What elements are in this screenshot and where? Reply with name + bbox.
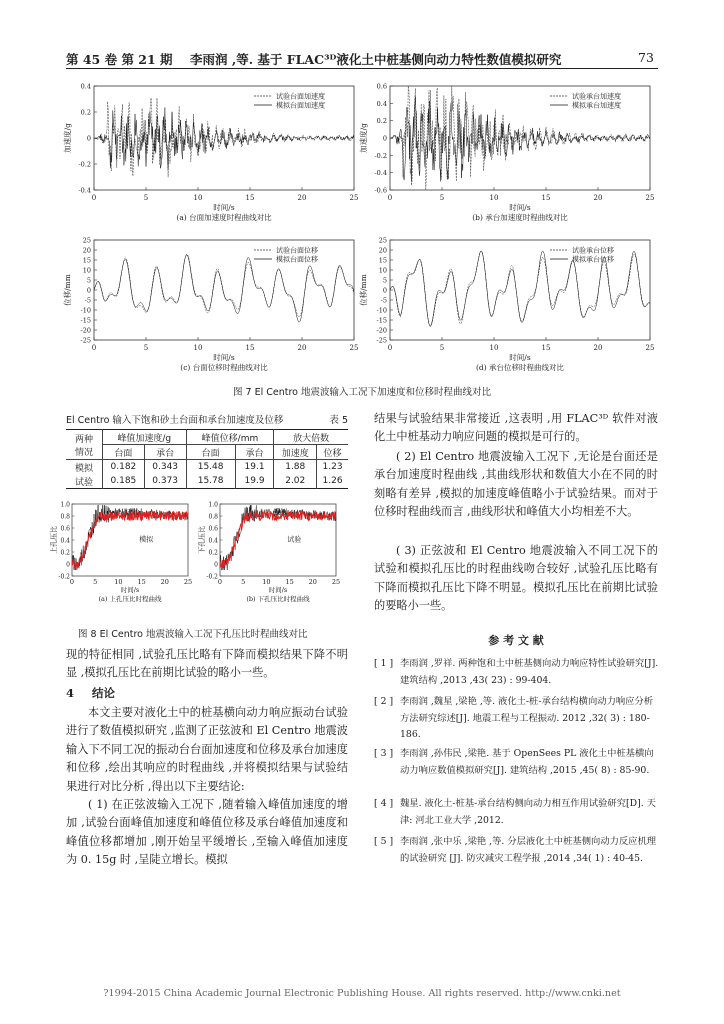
t5-h-amp: 放大倍数 — [274, 430, 348, 445]
series-label: 模拟 — [273, 508, 288, 516]
y-tick-label: 0.6 — [376, 82, 387, 91]
legend-label-simulation: 模拟承台加速度 — [572, 101, 621, 110]
series-label: 试验 — [287, 535, 302, 544]
fig7-panel-c — [62, 237, 358, 373]
t5-h-peak-acc: 峰值加速度/g — [103, 430, 187, 445]
series-simulation-line — [94, 255, 354, 322]
table-row — [66, 474, 348, 489]
panel-sublabel: (a) 台面加速度时程曲线对比 — [176, 213, 272, 222]
y-axis-label: 位移/mm — [63, 274, 72, 306]
reference-text: 魏星. 液化土-桩基-承台结构侧向动力相互作用试验研究[D]. 天津: 河北工业大学 ,2012. — [400, 798, 656, 826]
x-tick-label: 15 — [245, 194, 255, 202]
reference-number: [ 1 ] — [374, 658, 394, 669]
t5-h-col0b: 情况 — [74, 447, 93, 458]
y-tick-label: 0.2 — [208, 549, 218, 557]
x-tick-label: 25 — [183, 578, 193, 586]
reference-number: [ 3 ] — [374, 748, 394, 759]
right-para-1: 结果与试验结果非常接近 ,这表明 ,用 FLAC³ᴰ 软件对液化土中桩基动力响应问题的模拟是可行的。 — [374, 412, 658, 444]
x-tick-label: 20 — [297, 194, 307, 202]
y-tick-label: 0.4 — [208, 537, 218, 545]
series-experiment-line — [94, 254, 354, 317]
figure-8 — [50, 496, 350, 616]
x-tick-label: 10 — [489, 194, 499, 202]
panel-sublabel: (b) 承台加速度时程曲线对比 — [472, 213, 568, 222]
y-tick-label: -10 — [376, 306, 387, 315]
y-tick-label: 15 — [378, 256, 387, 265]
x-tick-label: 15 — [541, 194, 551, 202]
y-tick-label: 0.2 — [376, 117, 387, 126]
x-tick-label: 15 — [541, 344, 551, 352]
header-rule — [66, 68, 658, 69]
y-tick-label: -15 — [376, 316, 387, 325]
panel-sublabel: (d) 承台位移时程曲线对比 — [475, 363, 565, 372]
fig7-panel-b — [358, 83, 654, 223]
y-tick-label: -25 — [376, 336, 387, 345]
y-tick-label: 10 — [378, 266, 387, 275]
t5-h-amp-disp: 位移 — [323, 448, 342, 459]
legend-label-experiment: 试验台面加速度 — [276, 92, 325, 101]
x-tick-label: 0 — [69, 578, 75, 586]
y-tick-label: 0.4 — [376, 99, 387, 108]
y-axis-label: 加速度/g — [359, 123, 368, 153]
y-axis-label: 加速度/g — [63, 123, 72, 153]
y-tick-label: -0.2 — [58, 573, 70, 581]
y-tick-label: 1.0 — [208, 501, 218, 509]
y-axis-label: 上孔压比 — [50, 526, 58, 554]
x-tick-label: 5 — [143, 344, 149, 352]
table-row — [66, 460, 348, 475]
x-tick-label: 20 — [593, 344, 603, 352]
t5-cell: 15.48 — [186, 460, 235, 475]
reference-text: 李雨润 ,孙伟民 ,梁艳. 基于 OpenSees PL 液化土中桩基横向动力响应数值模拟研究[J]. 建筑结构 ,2015 ,45( 8) : 85-90. — [400, 748, 654, 776]
y-tick-label: -0.6 — [374, 186, 387, 195]
y-tick-label: -0.2 — [78, 160, 91, 169]
page-number: 73 — [638, 50, 654, 65]
y-axis-label: 位移/mm — [359, 274, 368, 306]
left-para-2: 本文主要对液化土中的桩基横向动力响应振动台试验进行了数值模拟研究 ,监测了正弦波和 El Centro 地震波输入下不同工况的振动台台面加速度和位移及承台加速度和位移 ,绘出其响应的时程曲线 ,并将模拟结果与试验结果进行对比分析 ,得出以下主要结论: — [66, 706, 348, 793]
x-tick-label: 5 — [439, 194, 445, 202]
panel-sublabel: (a) 上孔压比时程曲线 — [98, 595, 162, 603]
t5-cell: 19.9 — [235, 474, 274, 489]
x-tick-label: 0 — [217, 578, 223, 586]
t5-h-disp-table: 台面 — [186, 445, 235, 460]
y-tick-label: 0 — [382, 286, 387, 295]
x-tick-label: 20 — [160, 578, 169, 586]
t5-cell: 2.02 — [274, 474, 317, 489]
section-4-heading — [66, 685, 115, 701]
legend-label-simulation: 模拟承台位移 — [572, 255, 614, 264]
t5-cell: 15.78 — [186, 474, 235, 489]
fig7-panel-a — [62, 83, 358, 223]
t5-h-col0a: 两种 — [74, 434, 93, 445]
x-tick-label: 20 — [593, 194, 603, 202]
left-para-1: 现的特征相同 ,试验孔压比略有下降而模拟结果下降不明显 ,模拟孔压比在前期比试验的略小一些。 — [66, 648, 348, 680]
x-tick-label: 10 — [262, 578, 271, 586]
y-tick-label: 0 — [214, 561, 218, 569]
y-tick-label: 0.8 — [208, 513, 218, 521]
t5-cell: 0.373 — [144, 474, 186, 489]
panel-sublabel: (c) 台面位移时程曲线对比 — [180, 363, 268, 372]
fig8-panel-a — [49, 501, 192, 603]
x-tick-label: 0 — [91, 194, 97, 202]
legend-label-simulation: 模拟台面加速度 — [276, 101, 325, 110]
t5-cell: 1.23 — [322, 462, 343, 472]
y-tick-label: -0.2 — [206, 573, 218, 581]
t5-cell: 模拟 — [66, 460, 103, 475]
x-tick-label: 5 — [439, 344, 445, 352]
figure-7 — [60, 80, 670, 400]
x-tick-label: 25 — [331, 578, 341, 586]
x-tick-label: 0 — [91, 344, 97, 352]
t5-cell: 19.1 — [235, 460, 274, 475]
x-axis-label: 时间/s — [213, 203, 235, 212]
x-tick-label: 15 — [137, 578, 146, 586]
figure-7-caption: 图 7 El Centro 地震波输入工况下加速度和位移时程曲线对比 — [233, 387, 491, 398]
y-tick-label: 1.0 — [60, 501, 70, 509]
x-axis-label: 时间/s — [120, 586, 140, 594]
y-tick-label: 0 — [86, 134, 91, 143]
y-tick-label: -25 — [80, 336, 91, 345]
y-tick-label: 0.6 — [208, 525, 218, 533]
y-tick-label: 0.6 — [60, 525, 70, 533]
y-tick-label: 10 — [82, 266, 91, 275]
table-5-caption — [66, 412, 348, 426]
y-tick-label: 0.4 — [60, 537, 70, 545]
table-5-label: 表 5 — [329, 415, 348, 426]
t5-cell: 0.182 — [103, 460, 145, 475]
y-tick-label: -20 — [376, 326, 387, 335]
running-title: 李雨润 ,等. 基于 FLAC³ᴰ液化土中桩基侧向动力特性数值模拟研究 — [190, 52, 562, 67]
section-number: 4 — [66, 686, 75, 700]
y-tick-label: -5 — [380, 296, 387, 305]
x-tick-label: 15 — [245, 344, 255, 352]
t5-h-disp-cap: 承台 — [235, 445, 274, 460]
y-tick-label: 0.2 — [80, 108, 91, 117]
table-5-title: El Centro 输入下饱和砂土台面和承台加速度及位移 — [66, 415, 284, 426]
x-tick-label: 10 — [114, 578, 123, 586]
right-para-3: ( 3) 正弦波和 El Centro 地震波输入不同工况下的试验和模拟孔压比的时程曲线吻合较好 ,试验孔压比略有下降而模拟孔压比下降不明显。模拟孔压比在前期比试验的要略小一些。 — [374, 544, 658, 613]
x-tick-label: 0 — [387, 194, 393, 202]
reference-number: [ 5 ] — [374, 836, 394, 847]
series-simulation-line — [72, 511, 188, 569]
figure-8-caption: 图 8 El Centro 地震波输入工况下孔压比时程曲线对比 — [78, 629, 308, 640]
x-axis-label: 时间/s — [509, 203, 531, 212]
y-tick-label: -10 — [80, 306, 91, 315]
x-tick-label: 10 — [193, 194, 203, 202]
t5-h-peak-disp: 峰值位移/mm — [186, 430, 274, 445]
panel-sublabel: (b) 下孔压比时程曲线 — [246, 595, 310, 603]
x-tick-label: 0 — [387, 344, 393, 352]
x-tick-label: 25 — [349, 194, 359, 202]
legend-label-experiment: 试验承台加速度 — [572, 92, 621, 101]
reference-number: [ 2 ] — [374, 696, 394, 707]
series-label: 试验 — [125, 508, 140, 516]
fig7-panel-d — [358, 237, 654, 373]
t5-cell: 试验 — [66, 474, 103, 489]
y-tick-label: -5 — [84, 296, 91, 305]
x-tick-label: 5 — [93, 578, 98, 586]
t5-cell: 0.343 — [144, 460, 186, 475]
fig8-panel-b — [197, 501, 340, 603]
table-5 — [66, 429, 348, 489]
x-tick-label: 5 — [241, 578, 246, 586]
y-tick-label: -0.2 — [374, 151, 387, 160]
x-tick-label: 20 — [308, 578, 317, 586]
t5-h-amp-acc: 加速度 — [274, 445, 317, 460]
y-tick-label: -0.4 — [78, 186, 91, 195]
y-tick-label: 25 — [378, 236, 387, 245]
y-tick-label: 0 — [66, 561, 70, 569]
y-tick-label: 0.8 — [60, 513, 70, 521]
right-para-2: ( 2) El Centro 地震波输入工况下 ,无论是台面还是承台加速度时程曲线 ,其曲线形状和数值大小在不同的时刻略有差异 ,模拟的加速度峰值略小于试验结果。而对于位移时程曲线而言 ,曲线形状和峰值大小均相差不大。 — [374, 450, 658, 519]
y-axis-label: 下孔压比 — [198, 526, 206, 554]
y-tick-label: 20 — [378, 246, 387, 255]
x-tick-label: 25 — [349, 344, 359, 352]
x-tick-label: 5 — [143, 194, 149, 202]
legend-label-experiment: 试验台面位移 — [276, 246, 318, 255]
y-tick-label: -20 — [80, 326, 91, 335]
legend-label-simulation: 模拟台面位移 — [276, 255, 318, 264]
legend-label-experiment: 试验承台位移 — [572, 246, 614, 255]
t5-h-acc-cap: 承台 — [144, 445, 186, 460]
x-tick-label: 25 — [645, 194, 655, 202]
journal-volume: 第 45 卷 第 21 期 — [66, 52, 173, 67]
x-tick-label: 10 — [489, 344, 499, 352]
copyright-footer: ?1994-2015 China Academic Journal Electronic Publishing House. All rights reserved. http://www.cnki.net — [103, 988, 621, 999]
y-tick-label: 5 — [382, 276, 387, 285]
y-tick-label: 0.4 — [80, 82, 91, 91]
y-tick-label: 0.2 — [60, 549, 70, 557]
y-tick-label: -0.4 — [374, 169, 387, 178]
reference-text: 李雨润 ,罗祥. 两种饱和土中桩基侧向动力响应特性试验研究[J]. 建筑结构 ,2013 ,43( 23) : 99-404. — [400, 658, 659, 686]
y-tick-label: 25 — [82, 236, 91, 245]
x-tick-label: 15 — [285, 578, 294, 586]
reference-number: [ 4 ] — [374, 798, 394, 809]
y-tick-label: 5 — [86, 276, 91, 285]
x-axis-label: 时间/s — [213, 353, 235, 362]
left-para-3: ( 1) 在正弦波输入工况下 ,随着输入峰值加速度的增加 ,试验台面峰值加速度和峰值位移及承台峰值加速度和峰值位移都增加 ,刚开始呈平缓增长 ,至输入峰值加速度为 0. 15g 时 ,呈陡立增长。模拟 — [66, 798, 348, 867]
reference-text: 李雨润 ,魏星 ,梁艳 ,等. 液化土-桩-承台结构横向动力响应分析方法研究综述[J]. 地震工程与工程振动. 2012 ,32( 3) : 180-186. — [400, 696, 654, 741]
y-tick-label: 0 — [86, 286, 91, 295]
y-tick-label: 20 — [82, 246, 91, 255]
x-tick-label: 10 — [193, 344, 203, 352]
x-tick-label: 20 — [297, 344, 307, 352]
x-axis-label: 时间/s — [268, 586, 288, 594]
reference-text: 李雨润 ,张中乐 ,梁艳 ,等. 分层液化土中桩基侧向动力反应机理的试验研究 [J]. 防灾减灾工程学报 ,2014 ,34( 1) : 40-45. — [400, 836, 657, 864]
y-tick-label: -15 — [80, 316, 91, 325]
t5-cell: 1.26 — [322, 476, 343, 486]
series-simulation-line — [220, 511, 336, 568]
section-title: 结论 — [92, 686, 116, 700]
reference-list — [374, 656, 658, 896]
t5-cell: 0.185 — [103, 474, 145, 489]
x-axis-label: 时间/s — [509, 353, 531, 362]
x-tick-label: 25 — [645, 344, 655, 352]
y-tick-label: 15 — [82, 256, 91, 265]
series-label: 模拟 — [139, 535, 154, 544]
references-heading: 参 考 文 献 — [488, 634, 544, 647]
t5-h-acc-table: 台面 — [103, 445, 145, 460]
y-tick-label: 0 — [382, 134, 387, 143]
t5-cell: 1.88 — [274, 460, 317, 475]
